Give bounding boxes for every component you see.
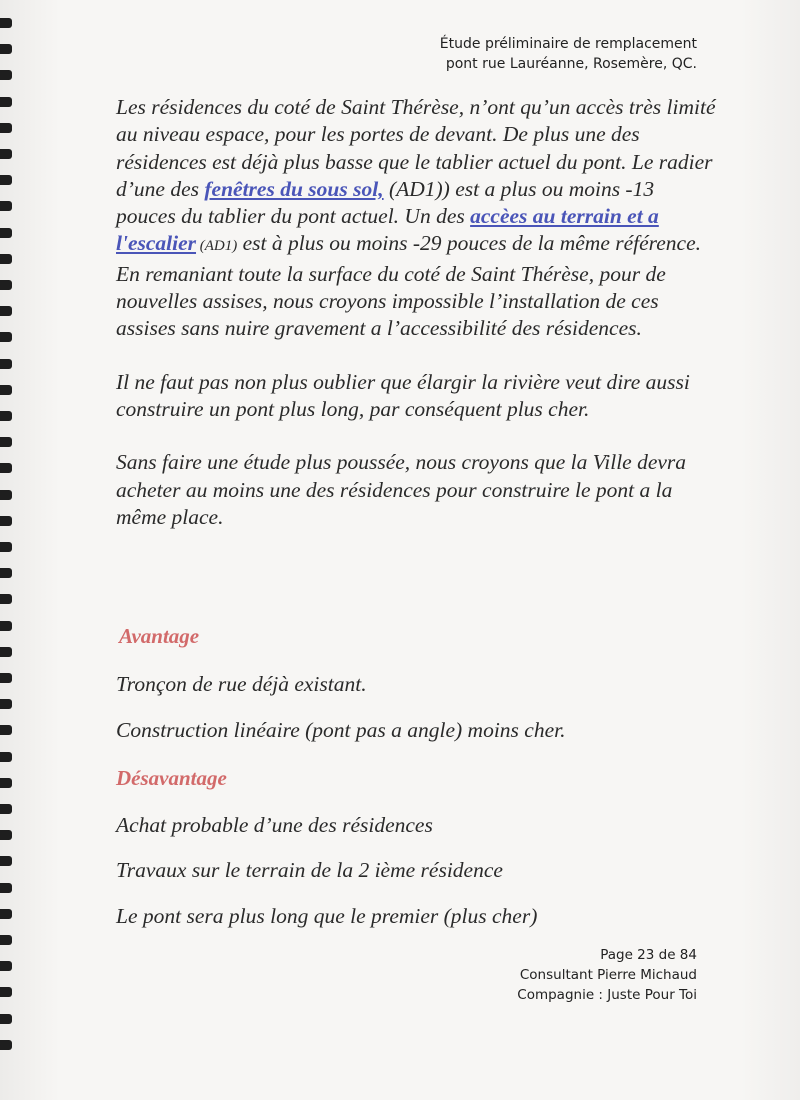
binding-hole	[0, 332, 12, 342]
binding-hole	[0, 254, 12, 264]
link-fenetres-sous-sol[interactable]: fenêtres du sous sol,	[204, 176, 384, 201]
page-header	[440, 34, 697, 74]
binding-hole	[0, 621, 12, 631]
binding-hole	[0, 280, 12, 290]
desavantage-item-2: Travaux sur le terrain de la 2 ième résidence	[116, 858, 503, 882]
binding-hole	[0, 201, 12, 211]
desavantage-heading: Désavantage	[116, 766, 227, 790]
binding-hole	[0, 542, 12, 552]
binding-hole	[0, 306, 12, 316]
consultant-name: Consultant Pierre Michaud	[519, 967, 697, 983]
binding-hole	[0, 752, 12, 762]
binding-hole	[0, 647, 12, 657]
binding-hole	[0, 1014, 12, 1024]
binding-hole	[0, 804, 12, 814]
binding-hole	[0, 175, 12, 185]
link-acces-terrain-escalier[interactable]: accèes au terrain et a l'escalier	[116, 204, 659, 256]
binding-hole	[0, 490, 12, 500]
binding-hole	[0, 149, 12, 159]
binding-hole	[0, 123, 12, 133]
binding-hole	[0, 437, 12, 447]
avantage-heading: Avantage	[119, 624, 200, 648]
binding-hole	[0, 385, 12, 395]
binding-hole	[0, 909, 12, 919]
page-footer	[517, 945, 697, 1005]
paragraph-3: Sans faire une étude plus poussée, nous croyons que la Ville devra acheter au moins une des résidences pour construire le pont a la même place.	[116, 450, 687, 529]
binding-hole	[0, 1040, 12, 1050]
reference-ad1: (AD1)	[196, 238, 238, 255]
binding-hole	[0, 18, 12, 28]
spiral-binding	[0, 18, 14, 1058]
body-text	[116, 94, 716, 555]
paragraph-1-part-b: (AD1)) est a plus ou moins -13 pouces du tablier du pont actuel. Un des	[116, 176, 655, 229]
desavantage-item-3: Le pont sera plus long que le premier (plus cher)	[116, 904, 538, 928]
binding-hole	[0, 97, 12, 107]
binding-hole	[0, 699, 12, 709]
binding-hole	[0, 778, 12, 788]
binding-hole	[0, 516, 12, 526]
binding-hole	[0, 359, 12, 369]
binding-hole	[0, 70, 12, 80]
avantage-item-1: Tronçon de rue déjà existant.	[116, 672, 367, 696]
binding-hole	[0, 830, 12, 840]
binding-hole	[0, 594, 12, 604]
binding-hole	[0, 673, 12, 683]
binding-hole	[0, 935, 12, 945]
paragraph-1	[116, 94, 716, 343]
paragraph-1-part-a: Les résidences du coté de Saint Thérèse, n’ont qu’un accès très limité au niveau espace, pour les portes de devant. De plus une des résidences est déjà plus basse que le tablier actuel du pont. Le radier d’une des	[116, 95, 716, 201]
paragraph-1-part-c: est à plus ou moins -29 pouces de la même référence. En remaniant toute la surface du coté de Saint Thérèse, pour de nouvelles assises, nous croyons impossible l’installation de ces assises sans nuire gravement a l’accessibilité des résidences.	[116, 231, 701, 341]
company-name: Compagnie : Juste Pour Toi	[517, 987, 697, 1003]
paragraph-2: Il ne faut pas non plus oublier que élargir la rivière veut dire aussi construire un pont plus long, par conséquent plus cher.	[116, 369, 690, 421]
binding-hole	[0, 961, 12, 971]
binding-hole	[0, 411, 12, 421]
page-number: Page 23 de 84	[600, 947, 697, 963]
binding-hole	[0, 725, 12, 735]
binding-hole	[0, 883, 12, 893]
binding-hole	[0, 463, 12, 473]
binding-hole	[0, 44, 12, 54]
binding-hole	[0, 987, 12, 997]
binding-hole	[0, 568, 12, 578]
header-title: Étude préliminaire de remplacement	[439, 36, 697, 52]
header-subtitle: pont rue Lauréanne, Rosemère, QC.	[445, 56, 697, 72]
avantage-item-2: Construction linéaire (pont pas a angle) moins cher.	[116, 718, 566, 742]
desavantage-item-1: Achat probable d’une des résidences	[116, 813, 433, 837]
binding-hole	[0, 856, 12, 866]
binding-hole	[0, 228, 12, 238]
